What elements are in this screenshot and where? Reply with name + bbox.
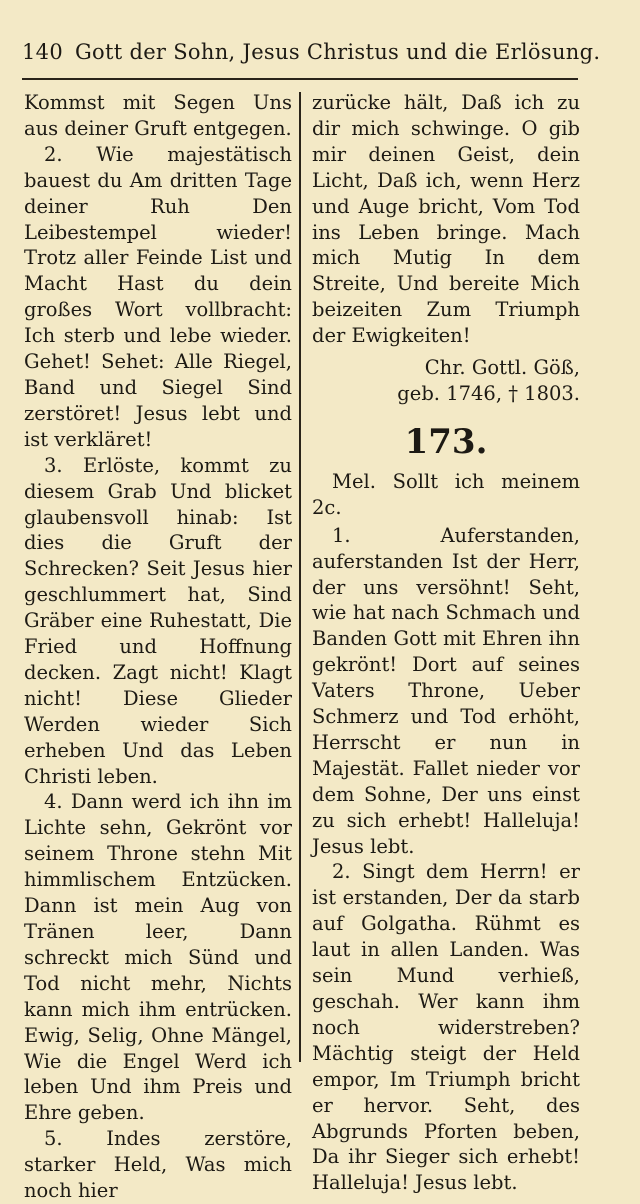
stanza-5: 5. Indes zerstöre, starker Held, Was mich noch hier [24,1127,292,1203]
hymn-173-stanza-1: 1. Auferstanden, auferstanden Ist der Herr, der uns versöhnt! Seht, wie hat nach Schmach und Banden Gott mit Ehren ihn gekrönt! Dort auf seines Vaters Throne, Ueber Schmerz und Tod erhöht, Herrscht er nun in Majestät. Fallet nieder vor dem Sohne, Der uns einst zu sich erhebt! Halleluja! Jesus lebt. [312,523,580,858]
column-divider [299,92,301,1062]
header-rule [22,78,578,80]
hymn-number: 173. [404,421,488,462]
hymn-173-stanza-2: 2. Singt dem Herrn! er ist erstanden, Der da starb auf Golgatha. Rühmt es laut in allen Landen. Was sein Mund verhieß, geschah. Wer kann ihm noch widerstreben? Mächtig steigt der Held empor, Im Triumph bricht er hervor. Seht, des Abgrunds Pforten beben, Da ihr Sieger sich erhebt! Halleluja! Jesus lebt. [312,860,580,1195]
melody-line: Mel. Sollt ich meinem 2c. [312,469,580,519]
hymn-author-dates: geb. 1746, † 1803. [397,381,580,405]
stanza-3: 3. Erlöste, kommt zu diesem Grab Und blicket glaubensvoll hinab: Ist dies die Gruft der Schrecken? Seit Jesus hier geschlummert hat, Sind Gräber eine Ruhestatt, Die Fried und Hoffnung decken. Zagt nicht! Klagt nicht! Diese Glieder Werden wieder Sich erheben Und das Leben Christi leben. [24,453,292,788]
stanza-4: 4. Dann werd ich ihn im Lichte sehn, Gekrönt vor seinem Throne stehn Mit himmlischem Entzücken. Dann ist mein Aug von Tränen leer, Dann schreckt mich Sünd und Tod nicht mehr, Nichts kann mich ihm entrücken. Ewig, Selig, Ohne Mängel, Wie die Engel Werd ich leben Und ihm Preis und Ehre geben. [24,790,292,1125]
page-number: 140 [22,40,63,64]
running-title: Gott der Sohn, Jesus Christus und die Erlösung. [74,40,601,64]
running-header [22,40,601,80]
hymn-author: Chr. Gottl. Göß, [424,356,580,380]
stanza-continuation: Kommst mit Segen Uns aus deiner Gruft entgegen. [24,91,292,140]
right-column [312,90,580,1196]
stanza-5-continuation: zurücke hält, Daß ich zu dir mich schwinge. O gib mir deinen Geist, dein Licht, Daß ich, wenn Herz und Auge bricht, Vom Tod ins Leben bringe. Mach mich Mutig In dem Streite, Und bereite Mich beizeiten Zum Triumph der Ewigkeiten! [312,91,580,348]
stanza-2: 2. Wie majestätisch bauest du Am dritten Tage deiner Ruh Den Leibestempel wieder! Trotz aller Feinde List und Macht Hast du dein großes Wort vollbracht: Ich sterb und lebe wieder. Gehet! Sehet: Alle Riegel, Band und Siegel Sind zerstöret! Jesus lebt und ist verkläret! [24,142,292,451]
left-column [24,90,292,1204]
